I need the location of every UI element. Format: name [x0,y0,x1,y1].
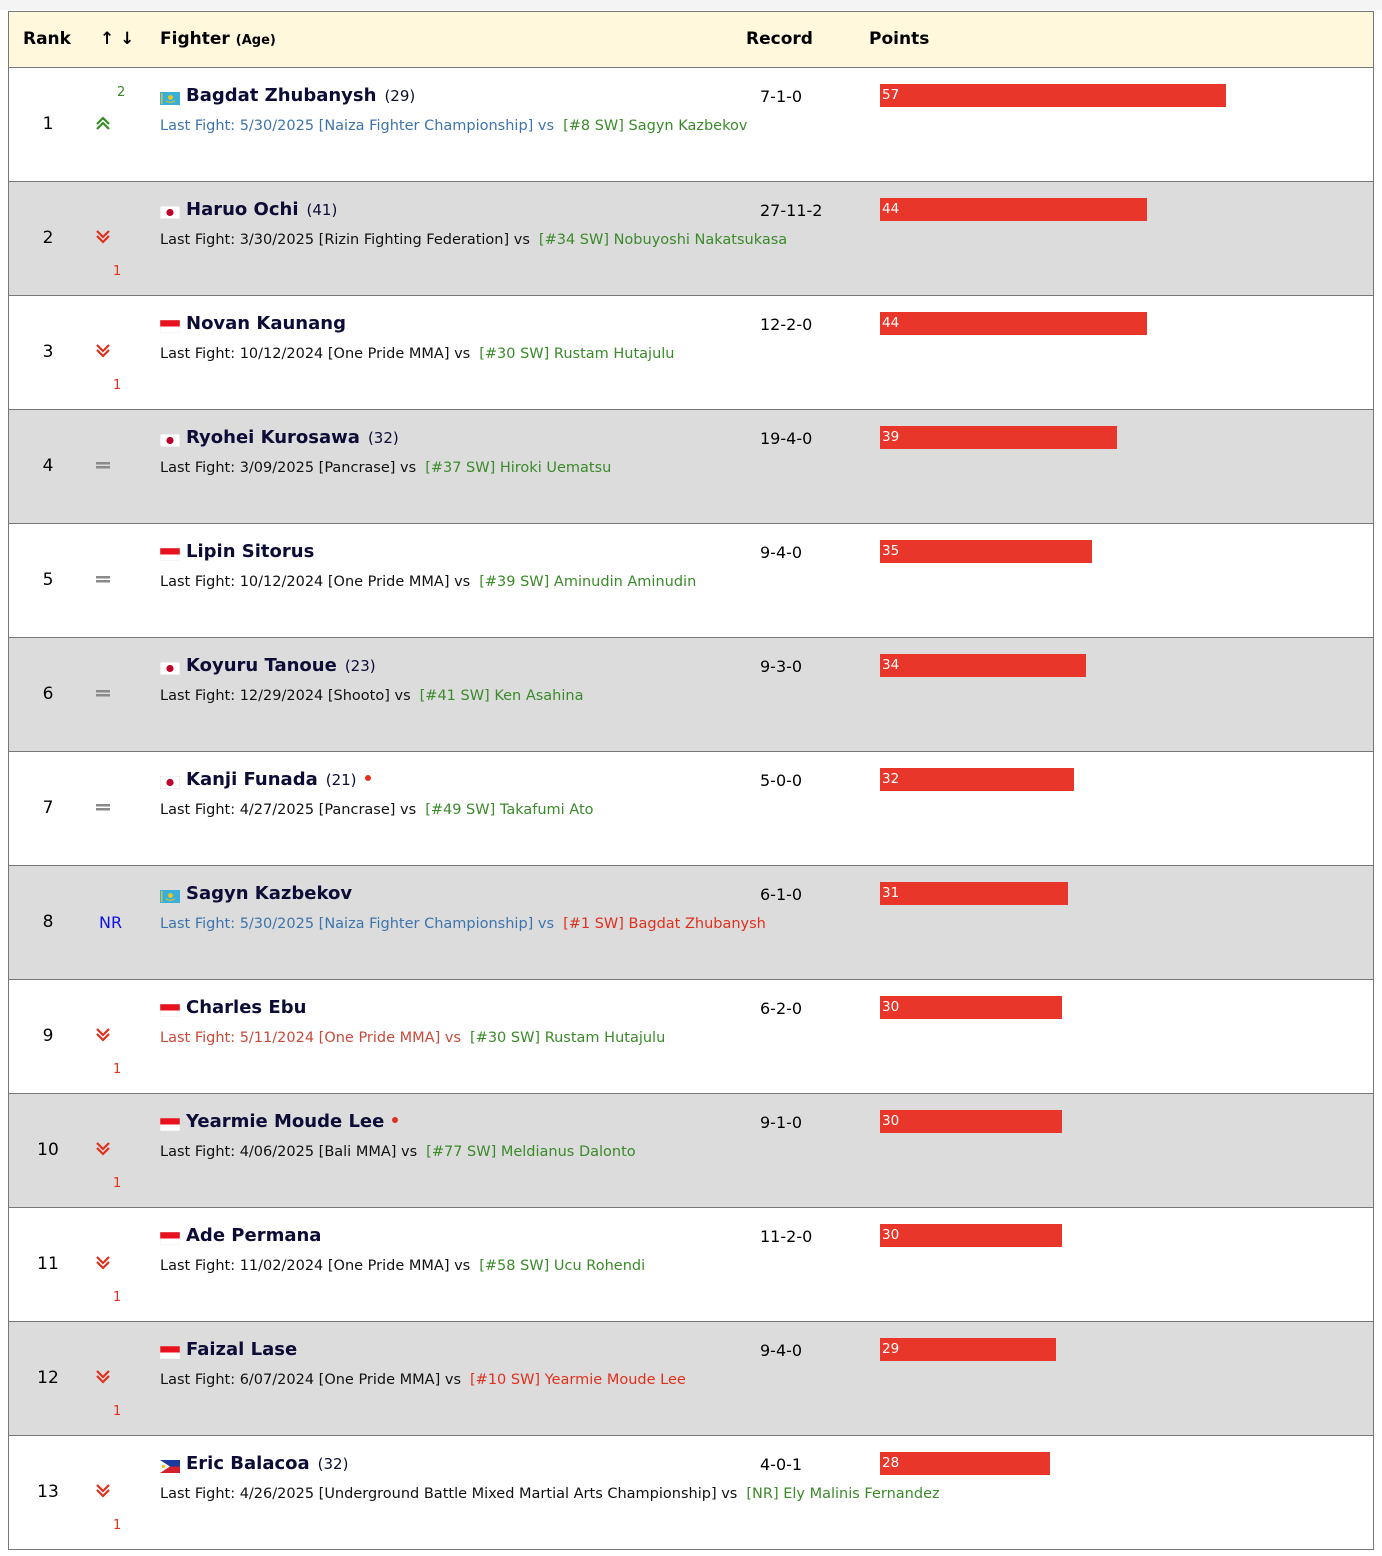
movement-column-header[interactable]: ↑ ↓ [100,29,135,49]
rank-change-amount: 1 [113,1290,122,1305]
table-row [9,410,1373,524]
rank-change-cell [87,1436,137,1549]
rank-change-amount: 1 [113,1176,122,1191]
rank-change-cell [87,638,137,751]
points-bar [880,882,1068,905]
page-top-strip [0,0,1382,10]
rank-change-cell [87,68,137,181]
kazakhstan-flag-icon [160,90,180,103]
opponent-link[interactable]: [#37 SW] Hiroki Uematsu [425,460,612,476]
rank-change-cell [87,296,137,409]
table-row [9,68,1373,182]
table-row [9,866,1373,980]
fighter-name: Haruo Ochi [186,199,299,220]
red-dot-icon [365,775,371,781]
rank-change-cell [87,1322,137,1435]
rank-number: 7 [42,798,54,818]
rank-change-cell [87,182,137,295]
last-fight-event-link[interactable]: Last Fight: 11/02/2024 [One Pride MMA] vs [160,1258,471,1274]
table-row [9,1322,1373,1436]
rank-column-header[interactable]: Rank [23,29,71,49]
fighter-name: Lipin Sitorus [186,541,315,562]
kazakhstan-flag-icon [160,888,180,901]
rank-change-cell [87,1094,137,1207]
fighter-age: (32) [317,1455,349,1473]
fighter-name-link[interactable] [186,655,376,676]
fighter-name: Ryohei Kurosawa [186,427,360,448]
points-value: 44 [882,315,900,331]
fighter-record: 4-0-1 [760,1455,803,1474]
table-row [9,980,1373,1094]
fighter-record: 6-1-0 [760,885,803,904]
points-value: 31 [882,885,900,901]
opponent-link[interactable]: [#34 SW] Nobuyoshi Nakatsukasa [538,232,788,248]
last-fight-event-link[interactable]: Last Fight: 10/12/2024 [One Pride MMA] vs [160,574,471,590]
rank-number: 1 [42,114,54,134]
last-fight-event-link[interactable]: Last Fight: 6/07/2024 [One Pride MMA] vs [160,1372,462,1388]
fighter-record: 11-2-0 [760,1227,813,1246]
last-fight-info [160,688,583,704]
fighter-age: (21) [325,771,357,789]
points-value: 30 [882,999,900,1015]
table-row [9,182,1373,296]
rank-number: 2 [42,228,54,248]
opponent-link[interactable]: [#39 SW] Aminudin Aminudin [479,574,697,590]
rank-change-cell [87,980,137,1093]
age-header-label: (Age) [235,33,276,48]
fighter-name-link[interactable] [186,769,371,790]
last-fight-info [160,1144,636,1160]
opponent-link[interactable]: [#30 SW] Rustam Hutajulu [479,346,675,362]
opponent-link[interactable]: [#1 SW] Bagdat Zhubanysh [563,916,766,932]
opponent-link[interactable]: [#8 SW] Sagyn Kazbekov [563,118,748,134]
last-fight-event-link[interactable]: Last Fight: 4/27/2025 [Pancrase] vs [160,802,417,818]
fighter-age: (41) [306,201,338,219]
fighter-record: 5-0-0 [760,771,803,790]
fighter-name: Koyuru Tanoue [186,655,337,676]
table-header [9,12,1373,68]
record-column-header[interactable]: Record [746,29,813,49]
fighter-column-header[interactable] [160,29,276,49]
fighter-record: 12-2-0 [760,315,813,334]
fighter-record: 9-3-0 [760,657,803,676]
fighter-record: 7-1-0 [760,87,803,106]
last-fight-event-link[interactable]: Last Fight: 5/30/2025 [Naiza Fighter Championship] vs [160,118,555,134]
last-fight-info [160,346,674,362]
rank-number: 3 [42,342,54,362]
last-fight-info [160,460,611,476]
opponent-link[interactable]: [#10 SW] Yearmie Moude Lee [470,1372,686,1388]
last-fight-info [160,916,766,932]
table-row [9,524,1373,638]
fighter-name: Ade Permana [186,1225,322,1246]
rank-change-cell [87,866,137,979]
fighter-record: 19-4-0 [760,429,813,448]
table-row [9,752,1373,866]
fighter-name-link[interactable] [186,1225,321,1246]
points-bar [880,1110,1062,1133]
rank-change-amount: 1 [113,1404,122,1419]
table-row [9,1208,1373,1322]
fighter-name: Novan Kaunang [186,313,346,334]
fighter-name-link[interactable] [186,313,346,334]
rank-change-cell [87,752,137,865]
fighter-name-link[interactable] [186,1453,348,1474]
fighter-name-link[interactable] [186,427,399,448]
fighter-name: Sagyn Kazbekov [186,883,353,904]
opponent-link[interactable]: [#49 SW] Takafumi Ato [425,802,594,818]
last-fight-info [160,232,787,248]
fighter-record: 9-4-0 [760,543,803,562]
last-fight-event-link[interactable]: Last Fight: 10/12/2024 [One Pride MMA] vs [160,346,471,362]
opponent-link[interactable]: [#30 SW] Rustam Hutajulu [470,1030,666,1046]
points-bar [880,1338,1056,1361]
opponent-link[interactable]: [NR] Ely Malinis Fernandez [746,1486,940,1502]
last-fight-info [160,1030,665,1046]
fighter-record: 27-11-2 [760,201,823,220]
points-value: 57 [882,87,900,103]
fighter-name: Charles Ebu [186,997,307,1018]
points-value: 35 [882,543,900,559]
fighter-name-link[interactable] [186,1111,398,1132]
rank-number: 12 [37,1368,59,1388]
points-bar [880,1452,1050,1475]
opponent-link[interactable]: [#77 SW] Meldianus Dalonto [426,1144,636,1160]
indonesia-flag-icon [160,1002,180,1015]
fighter-age: (29) [384,87,416,105]
points-column-header[interactable]: Points [869,29,930,49]
fighter-name: Kanji Funada [186,769,318,790]
indonesia-flag-icon [160,1116,180,1129]
table-row [9,1094,1373,1208]
opponent-link[interactable]: [#58 SW] Ucu Rohendi [479,1258,646,1274]
points-value: 39 [882,429,900,445]
rank-number: 8 [42,912,54,932]
rank-change-cell [87,410,137,523]
points-bar [880,996,1062,1019]
points-bar [880,1224,1062,1247]
rank-number: 6 [42,684,54,704]
fighter-name-link[interactable] [186,541,314,562]
indonesia-flag-icon [160,1344,180,1357]
japan-flag-icon [160,660,180,673]
fighter-age: (23) [344,657,376,675]
last-fight-event-link[interactable]: Last Fight: 4/06/2025 [Bali MMA] vs [160,1144,418,1160]
points-value: 30 [882,1113,900,1129]
table-row [9,638,1373,752]
rank-change-amount: 1 [113,1518,122,1533]
fighter-record: 6-2-0 [760,999,803,1018]
fighter-record: 9-1-0 [760,1113,803,1132]
rank-change-amount: 2 [117,85,126,100]
last-fight-event-link[interactable]: Last Fight: 12/29/2024 [Shooto] vs [160,688,411,704]
points-bar [880,312,1147,335]
rank-number: 11 [37,1254,59,1274]
rank-number: 9 [42,1026,54,1046]
rank-number: 13 [37,1482,59,1502]
points-value: 29 [882,1341,900,1357]
fighter-record: 9-4-0 [760,1341,803,1360]
points-value: 34 [882,657,900,673]
philippines-flag-icon [160,1458,180,1471]
last-fight-info [160,1258,645,1274]
rank-change-cell [87,524,137,637]
fighter-name: Bagdat Zhubanysh [186,85,377,106]
rankings-table [8,11,1374,1550]
points-bar [880,198,1147,221]
points-bar [880,426,1117,449]
table-row [9,1436,1373,1550]
not-ranked-label: NR [99,913,123,932]
last-fight-event-link[interactable]: Last Fight: 4/26/2025 [Underground Battle Mixed Martial Arts Championship] vs [160,1486,738,1502]
rank-change-amount: 1 [113,378,122,393]
points-value: 44 [882,201,900,217]
points-bar [880,654,1086,677]
last-fight-info [160,574,696,590]
rank-number: 4 [42,456,54,476]
japan-flag-icon [160,204,180,217]
rank-change-cell [87,1208,137,1321]
last-fight-info [160,118,747,134]
last-fight-info [160,1372,686,1388]
indonesia-flag-icon [160,318,180,331]
fighter-header-label: Fighter [160,29,230,49]
rank-number: 10 [37,1140,59,1160]
points-bar [880,84,1226,107]
fighter-age: (32) [367,429,399,447]
fighter-name: Yearmie Moude Lee [186,1111,385,1132]
fighter-name-link[interactable] [186,997,306,1018]
indonesia-flag-icon [160,546,180,559]
points-value: 32 [882,771,900,787]
table-row [9,296,1373,410]
rank-number: 5 [42,570,54,590]
fighter-name: Eric Balacoa [186,1453,310,1474]
fighter-name-link[interactable] [186,1339,297,1360]
last-fight-event-link[interactable]: Last Fight: 3/09/2025 [Pancrase] vs [160,460,417,476]
points-bar [880,768,1074,791]
fighter-name: Faizal Lase [186,1339,298,1360]
red-dot-icon [392,1117,398,1123]
points-value: 28 [882,1455,900,1471]
fighter-name-link[interactable] [186,199,337,220]
last-fight-event-link[interactable]: Last Fight: 5/11/2024 [One Pride MMA] vs [160,1030,462,1046]
last-fight-event-link[interactable]: Last Fight: 5/30/2025 [Naiza Fighter Championship] vs [160,916,555,932]
indonesia-flag-icon [160,1230,180,1243]
japan-flag-icon [160,432,180,445]
japan-flag-icon [160,774,180,787]
last-fight-event-link[interactable]: Last Fight: 3/30/2025 [Rizin Fighting Federation] vs [160,232,530,248]
last-fight-info [160,802,594,818]
fighter-name-link[interactable] [186,883,352,904]
last-fight-info [160,1486,940,1502]
fighter-name-link[interactable] [186,85,415,106]
table-body [9,68,1373,1550]
rank-change-amount: 1 [113,1062,122,1077]
points-bar [880,540,1092,563]
opponent-link[interactable]: [#41 SW] Ken Asahina [419,688,584,704]
rank-change-amount: 1 [113,264,122,279]
points-value: 30 [882,1227,900,1243]
